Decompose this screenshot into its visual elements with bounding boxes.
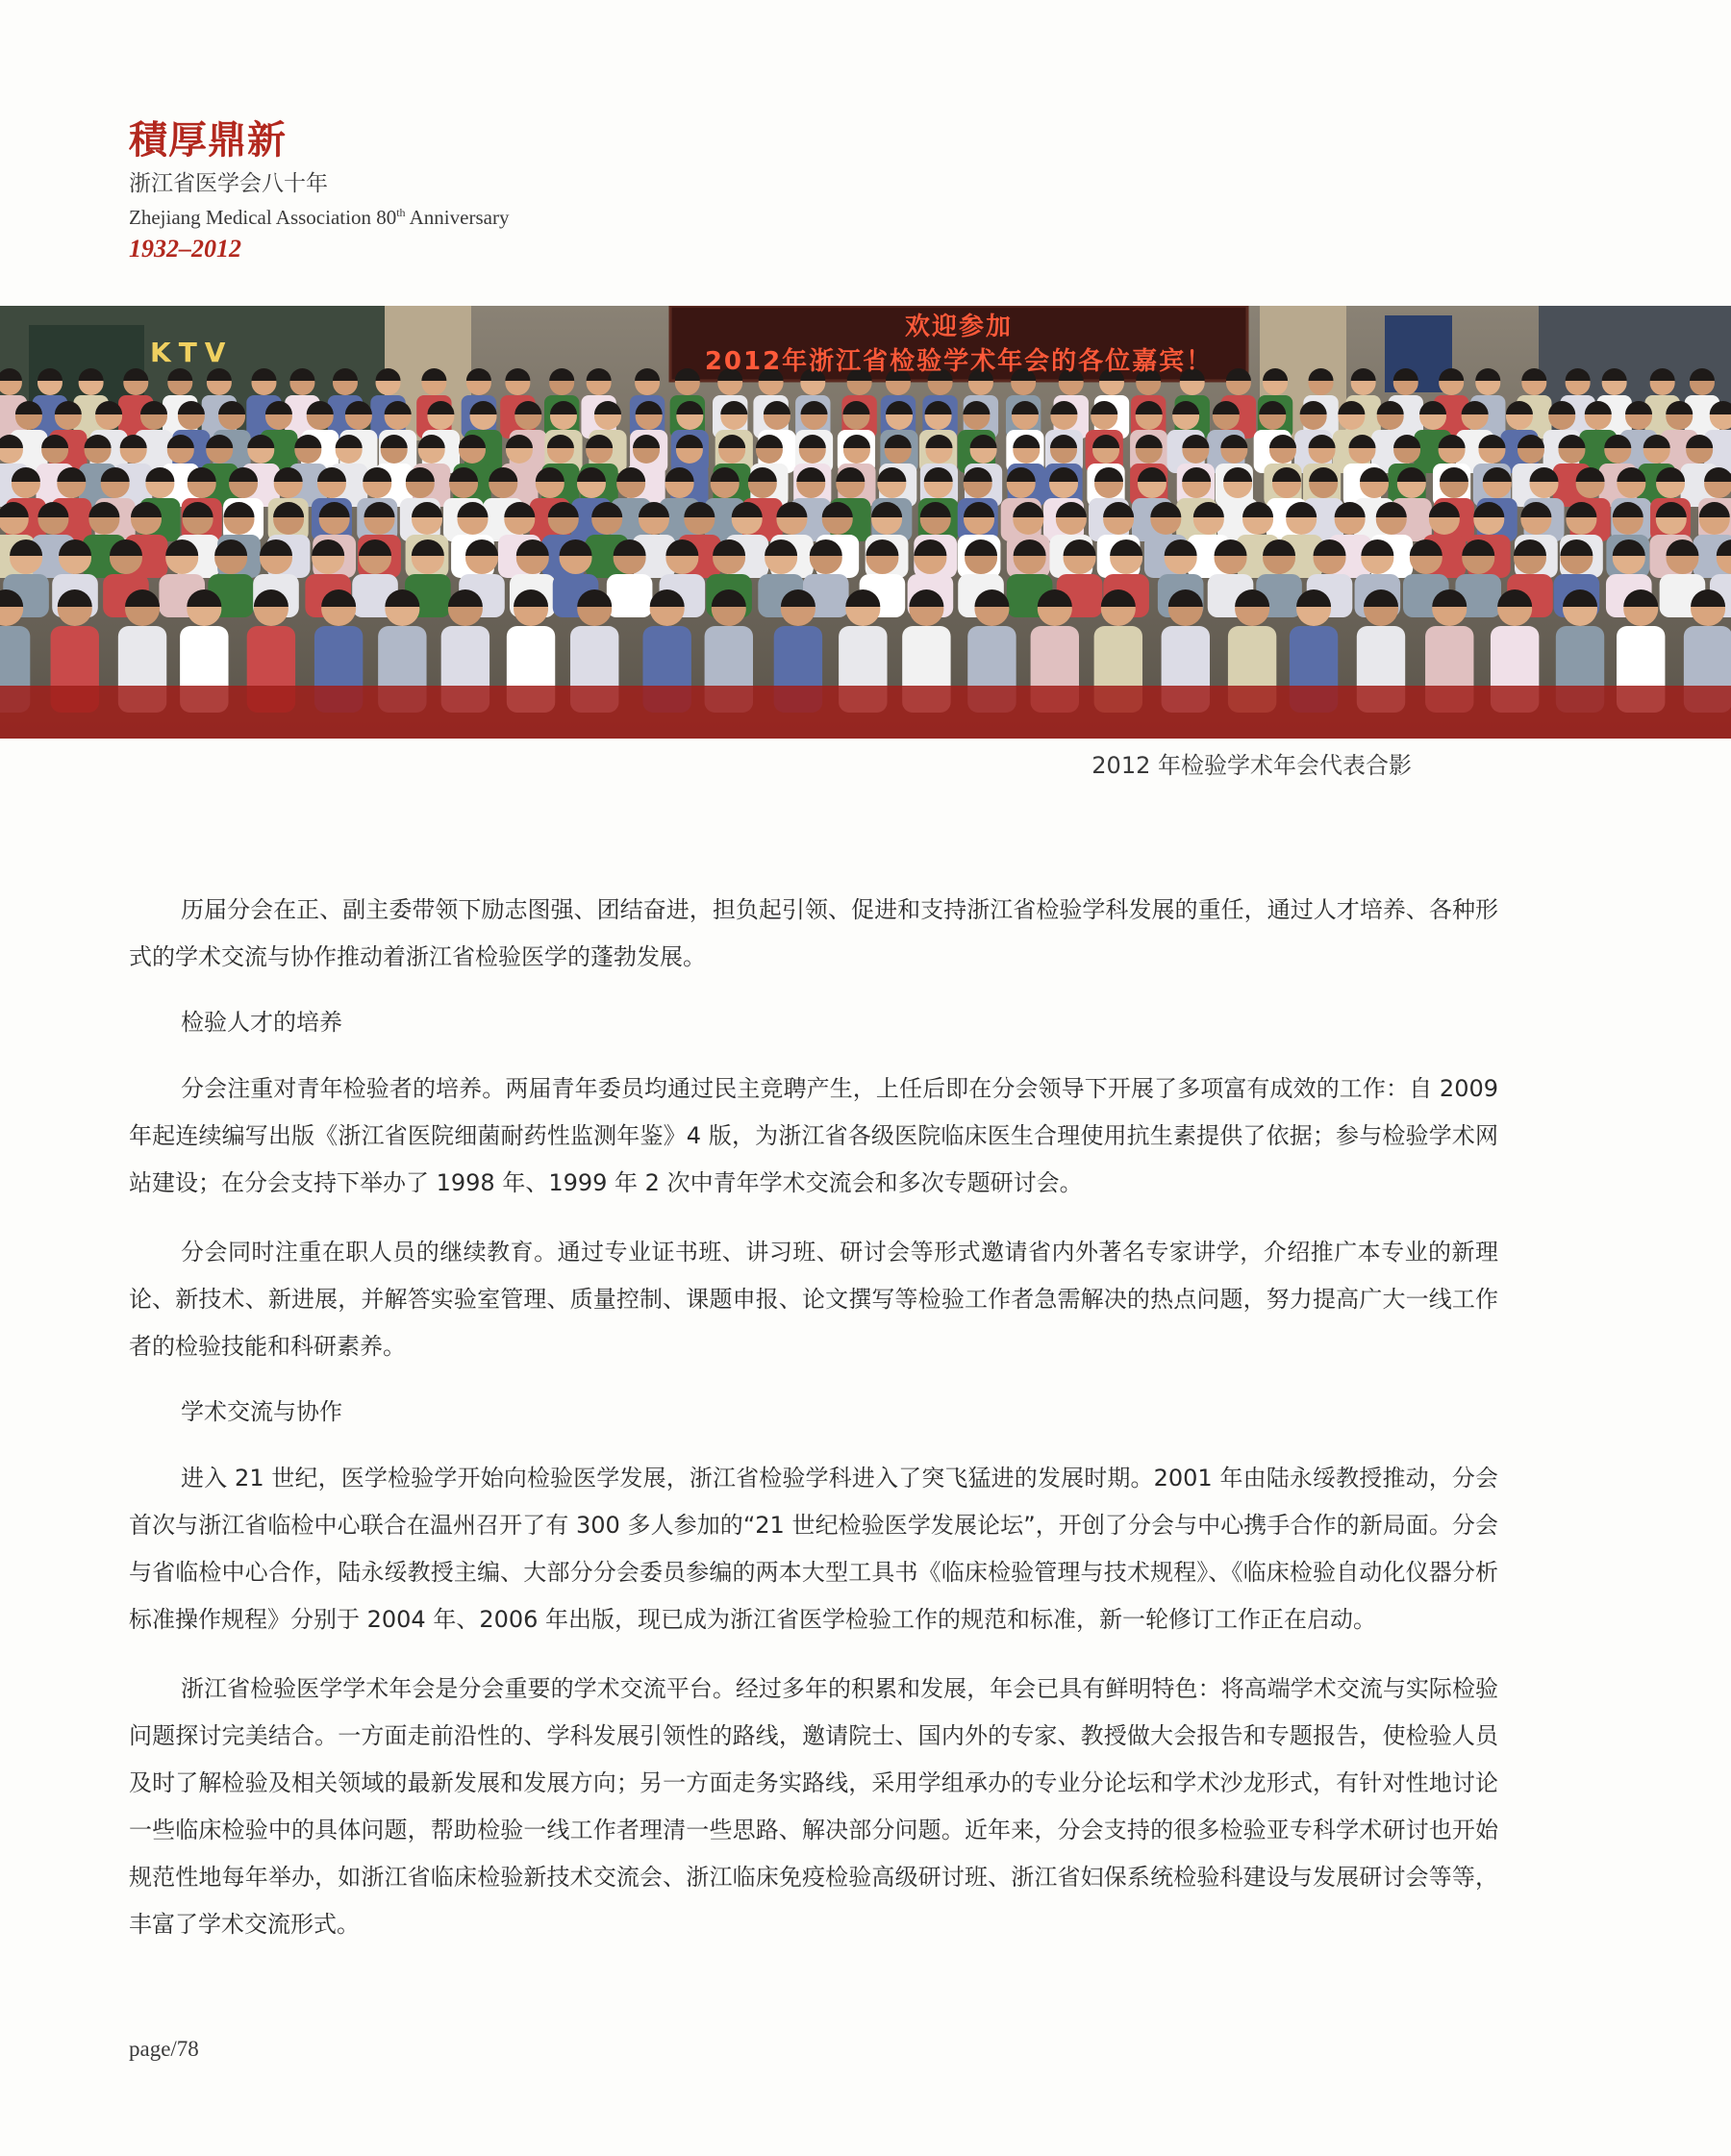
page-number: page/78 xyxy=(129,2037,199,2061)
welcome-sign xyxy=(670,306,1247,385)
years: 1932–2012 xyxy=(129,235,241,263)
paragraph: 历届分会在正、副主委带领下励志图强、团结奋进，担负起引领、促进和支持浙江省检验学科发展的重任，通过人才培养、各种形式的学术交流与协作推动着浙江省检验医学的蓬勃发展。 xyxy=(129,896,1498,970)
subtitle-en-main: Zhejiang Medical Association 80 xyxy=(129,206,397,229)
paragraph: 分会同时注重在职人员的继续教育。通过专业证书班、讲习班、研讨会等形式邀请省内外著名专家讲学，介绍推广本专业的新理论、新技术、新进展，并解答实验室管理、质量控制、课题申报、论文撰写等检验工作者急需解决的热点问题，努力提高广大一线工作者的检验技能和科研素养。 xyxy=(129,1239,1498,1360)
article-body xyxy=(129,887,1498,1970)
subtitle-en-sup: th xyxy=(396,206,406,219)
header xyxy=(129,117,509,266)
photo-caption: 2012 年检验学术年会代表合影 xyxy=(1091,752,1412,779)
section-heading: 检验人才的培养 xyxy=(181,1009,342,1036)
ktv-sign: KTV xyxy=(150,337,234,368)
welcome-sign-line2: 2012年浙江省检验学术年会的各位嘉宾！ xyxy=(704,347,1214,376)
welcome-sign-line1: 欢迎参加 xyxy=(904,313,1013,341)
attendee-body xyxy=(607,574,653,617)
paragraph: 浙江省检验医学学术年会是分会重要的学术交流平台。经过多年的积累和发展，年会已具有鲜明特色：将高端学术交流与实际检验问题探讨完美结合。一方面走前沿性的、学科发展引领性的路线，邀请院士、国内外的专家、教授做大会报告和专题报告，使检验人员及时了解检验及相关领域的最新发展和发展方向；另一方面走务实路线，采用学组承办的专业分论坛和学术沙龙形式，有针对性地讨论一些临床检验中的具体问题，帮助检验一线工作者理清一些思路、解决部分问题。近年来，分会支持的很多检验亚专科学术研讨也开始规范性地每年举办，如浙江省临床检验新技术交流会、浙江临床免疫检验高级研讨班、浙江省妇保系统检验科建设与发展研讨会等等，丰富了学术交流形式。 xyxy=(129,1675,1498,1938)
section-heading: 学术交流与协作 xyxy=(181,1398,342,1425)
subtitle-en-tail: Anniversary xyxy=(405,206,510,229)
subtitle-en xyxy=(129,198,509,232)
subtitle-cn: 浙江省医学会八十年 xyxy=(129,171,328,196)
brand-logo: 積厚鼎新 xyxy=(129,117,287,163)
paragraph: 分会注重对青年检验者的培养。两届青年委员均通过民主竞聘产生，上任后即在分会领导下开展了多项富有成效的工作：自 2009 年起连续编写出版《浙江省医院细菌耐药性监测年鉴》4 版，为浙江省各级医院临床医生合理使用抗生素提供了依据；参与检验学术网站建设；在分会支持下举办了 1998 年、1999 年 2 次中青年学术交流会和多次专题研讨会。 xyxy=(129,1075,1498,1196)
paragraph: 进入 21 世纪，医学检验学开始向检验医学发展，浙江省检验学科进入了突飞猛进的发展时期。2001 年由陆永绥教授推动，分会首次与浙江省临检中心联合在温州召开了有 300 多人参加的“21 世纪检验医学发展论坛”，开创了分会与中心携手合作的新局面。分会与省临检中心合作，陆永绥教授主编、大部分分会委员参编的两本大型工具书《临床检验管理与技术规程》、《临床检验自动化仪器分析标准操作规程》分别于 2004 年、2006 年出版，现已成为浙江省医学检验工作的规范和标准，新一轮修订工作正在启动。 xyxy=(129,1465,1498,1633)
